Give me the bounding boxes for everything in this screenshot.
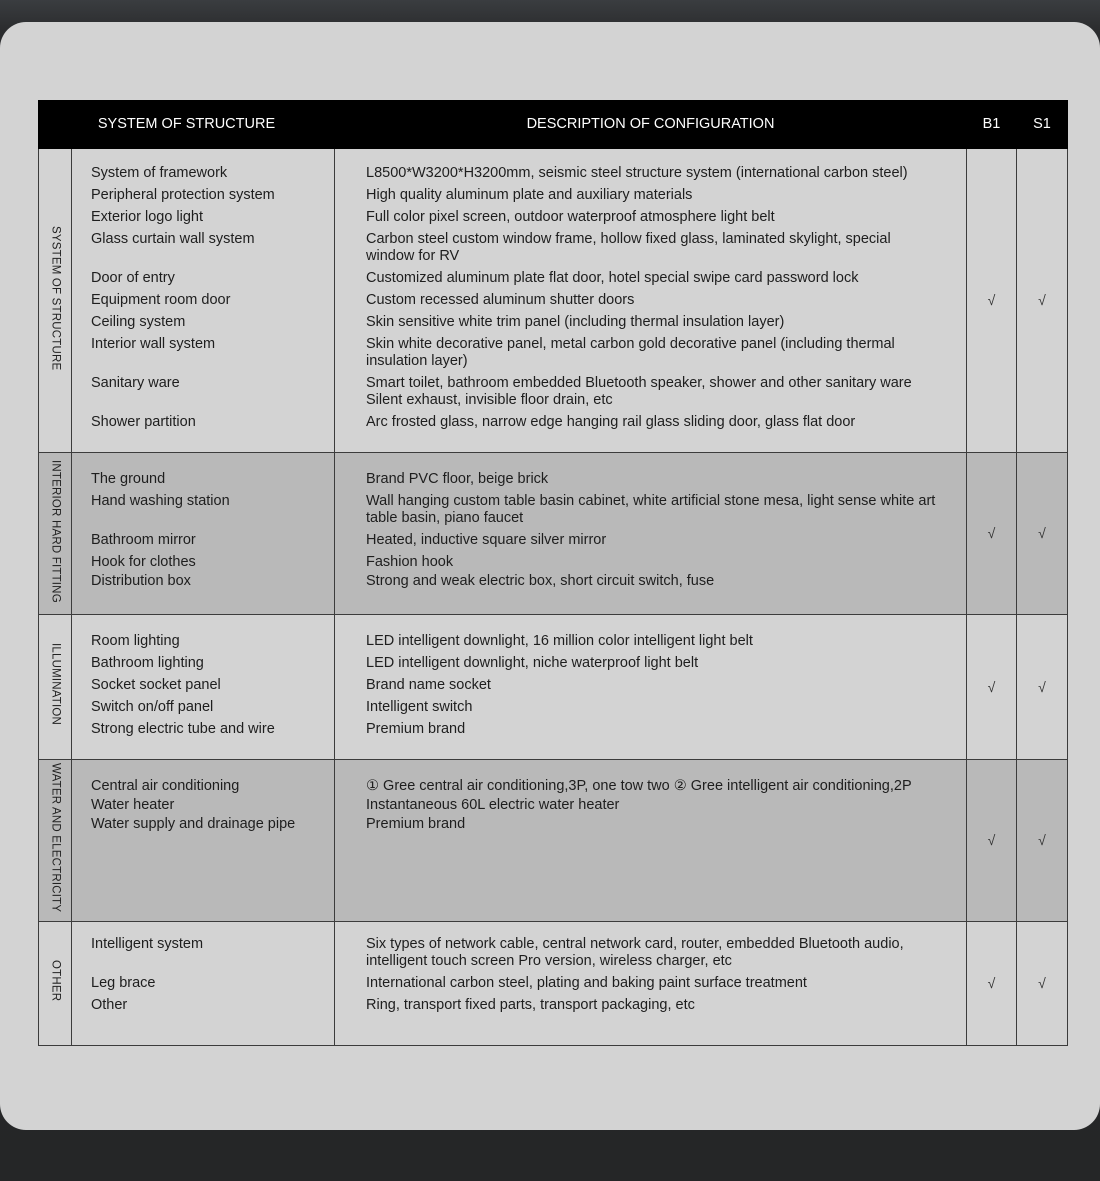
table-header-row [39, 101, 1068, 149]
items-cell [72, 149, 335, 453]
item-label: Water heater [91, 797, 175, 813]
description-text: Brand name socket [366, 677, 491, 693]
category-cell [39, 760, 72, 922]
item-label: Intelligent system [91, 936, 204, 952]
description-text: Skin sensitive white trim panel (including thermal insulation layer) [366, 314, 785, 330]
description-text: Six types of network cable, central network card, router, embedded Bluetooth audio, intelligent touch screen Pro version, wireless charger, etc [366, 936, 904, 969]
header-b1: B1 [967, 101, 1017, 149]
description-text: Wall hanging custom table basin cabinet, white artificial stone mesa, light sense white art table basin, piano faucet [366, 493, 936, 526]
item-label: Glass curtain wall system [91, 231, 255, 247]
description-text: LED intelligent downlight, niche waterproof light belt [366, 655, 699, 671]
section-row-interior [39, 453, 1068, 615]
item-label: Sanitary ware [91, 375, 180, 391]
items-cell [72, 453, 335, 615]
item-label: Hand washing station [91, 493, 230, 509]
header-structure: SYSTEM OF STRUCTURE [39, 101, 335, 149]
description-text: LED intelligent downlight, 16 million color intelligent light belt [366, 633, 753, 649]
category-label: INTERIOR HARD FITTING [49, 459, 62, 603]
description-text: L8500*W3200*H3200mm, seismic steel structure system (international carbon steel) [366, 165, 908, 181]
category-label: ILLUMINATION [49, 643, 62, 726]
item-label: The ground [91, 471, 166, 487]
item-label: System of framework [91, 165, 228, 181]
item-label: Room lighting [91, 633, 180, 649]
description-text: Smart toilet, bathroom embedded Bluetooth speaker, shower and other sanitary ware Silent exhaust, invisible floor drain, etc [366, 375, 912, 408]
header-description: DESCRIPTION OF CONFIGURATION [335, 101, 967, 149]
item-label: Leg brace [91, 975, 156, 991]
description-text: Full color pixel screen, outdoor waterproof atmosphere light belt [366, 209, 775, 225]
descriptions-cell [335, 760, 967, 922]
section-row-illumination [39, 615, 1068, 760]
item-label: Interior wall system [91, 336, 216, 352]
b1-checkmark: √ [967, 615, 1017, 760]
s1-checkmark: √ [1017, 615, 1068, 760]
description-text: Heated, inductive square silver mirror [366, 532, 607, 548]
description-text: Customized aluminum plate flat door, hotel special swipe card password lock [366, 270, 859, 286]
item-label: Exterior logo light [91, 209, 204, 225]
b1-checkmark: √ [967, 149, 1017, 453]
configuration-table [38, 100, 1068, 1046]
s1-checkmark: √ [1017, 922, 1068, 1046]
s1-checkmark: √ [1017, 149, 1068, 453]
item-label: Peripheral protection system [91, 187, 275, 203]
b1-checkmark: √ [967, 760, 1017, 922]
description-text: Arc frosted glass, narrow edge hanging rail glass sliding door, glass flat door [366, 414, 856, 430]
section-row-other [39, 922, 1068, 1046]
s1-checkmark: √ [1017, 453, 1068, 615]
b1-checkmark: √ [967, 453, 1017, 615]
item-label: Strong electric tube and wire [91, 721, 275, 737]
item-label: Water supply and drainage pipe [91, 816, 296, 832]
item-label: Distribution box [91, 573, 191, 589]
description-text: Premium brand [366, 816, 466, 832]
description-text: Premium brand [366, 721, 466, 737]
items-cell [72, 760, 335, 922]
description-text: Carbon steel custom window frame, hollow fixed glass, laminated skylight, special window for RV [366, 231, 891, 264]
descriptions-cell [335, 922, 967, 1046]
description-text: Brand PVC floor, beige brick [366, 471, 549, 487]
s1-checkmark: √ [1017, 760, 1068, 922]
item-label: Bathroom mirror [91, 532, 196, 548]
item-label: Socket socket panel [91, 677, 221, 693]
items-cell [72, 922, 335, 1046]
description-text: ① Gree central air conditioning,3P, one tow two ② Gree intelligent air conditioning,2P [366, 778, 912, 794]
items-cell [72, 615, 335, 760]
descriptions-cell [335, 453, 967, 615]
category-label: WATER AND ELECTRICITY [49, 763, 62, 913]
description-text: Fashion hook [366, 554, 454, 570]
item-label: Shower partition [91, 414, 196, 430]
b1-checkmark: √ [967, 922, 1017, 1046]
description-text: Instantaneous 60L electric water heater [366, 797, 620, 813]
description-text: Ring, transport fixed parts, transport packaging, etc [366, 997, 695, 1013]
item-label: Bathroom lighting [91, 655, 204, 671]
description-text: Skin white decorative panel, metal carbon gold decorative panel (including thermal insulation layer) [366, 336, 895, 369]
description-text: Strong and weak electric box, short circuit switch, fuse [366, 573, 715, 589]
category-cell [39, 615, 72, 760]
category-cell [39, 149, 72, 453]
description-text: International carbon steel, plating and baking paint surface treatment [366, 975, 807, 991]
descriptions-cell [335, 149, 967, 453]
category-label: OTHER [49, 960, 62, 1002]
description-text: Custom recessed aluminum shutter doors [366, 292, 635, 308]
section-row-water-electricity [39, 760, 1068, 922]
item-label: Central air conditioning [91, 778, 240, 794]
category-cell [39, 453, 72, 615]
item-label: Ceiling system [91, 314, 186, 330]
header-s1: S1 [1017, 101, 1068, 149]
description-text: Intelligent switch [366, 699, 473, 715]
item-label: Switch on/off panel [91, 699, 214, 715]
item-label: Hook for clothes [91, 554, 196, 570]
item-label: Equipment room door [91, 292, 231, 308]
item-label: Door of entry [91, 270, 175, 286]
description-text: High quality aluminum plate and auxiliary materials [366, 187, 693, 203]
section-row-structure [39, 149, 1068, 453]
category-cell [39, 922, 72, 1046]
descriptions-cell [335, 615, 967, 760]
category-label: SYSTEM OF STRUCTURE [49, 225, 62, 371]
item-label: Other [91, 997, 128, 1013]
